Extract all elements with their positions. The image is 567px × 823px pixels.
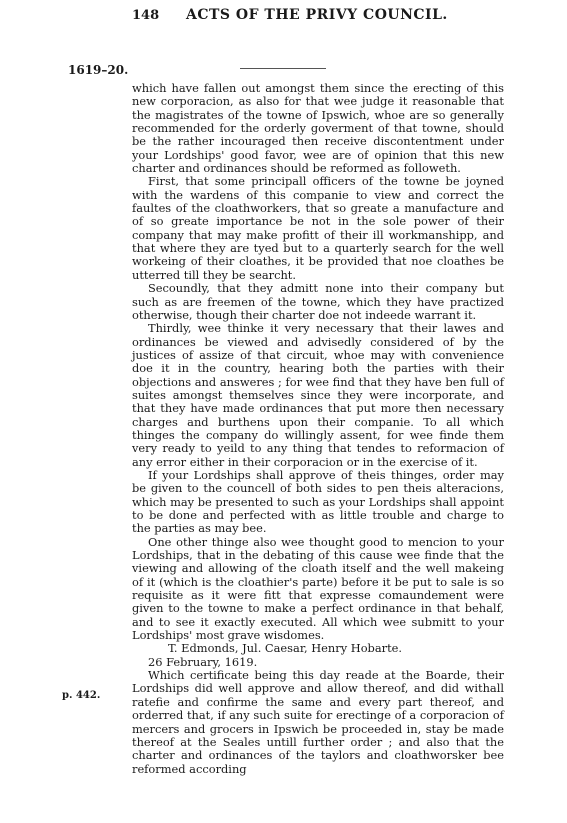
running-title: ACTS OF THE PRIVY COUNCIL. xyxy=(186,7,448,23)
paragraph-secoundly: Secoundly, that they admitt none into their company but such as are freemen of the towne, which they have practized otherwise, though their charter doe not indeede warrant it. xyxy=(132,281,504,322)
paragraph-first: First, that some principall officers of the towne be joyned with the wardens of this companie to view and correct the faultes of the cloathworkers, that so greate a manufacture and of so greate importance be not in the sole power of their company that may make profitt of their ill workmanshipp, and that where they are tyed but to a quarterly search for the well workeing of their cloathes, it be provided that noe cloathes be utterred till they be searcht. xyxy=(132,174,504,282)
date-line: 26 February, 1619. xyxy=(148,654,258,669)
document-body xyxy=(132,82,504,776)
paragraph-thirdly: Thirdly, wee thinke it very necessary that their lawes and ordinances be viewed and advisedly considered of by the justices of assize of that circuit, whoe may with convenience doe it in the country, hearing both the parties with their objections and answeres ; for wee find that they have ben full of suites amongst themselves since they were incorporate, and that they have made ordinances that put more then necessary charges and burthens upon their companie. To all which thinges the company do willingly assent, for wee finde them very ready to yeild to any thing that tendes to reformacion of any error either in their corporacion or in the exercise of it. xyxy=(132,321,504,469)
paragraph-approval: If your Lordships shall approve of theis thinges, order may be given to the councell of both sides to pen theis alteracions, which may be presented to such as your Lordships shall appoint to be done and perfected with as little trouble and charge to the parties as may bee. xyxy=(132,467,504,536)
paragraph-other-thinge: One other thinge also wee thought good to mencion to your Lordships, that in the debating of this cause wee finde that the viewing and allowing of the cloath itself and the well makeing of it (which is the cloathier's parte) before it be put to sale is so requisite as it were fitt that expresse comaundement were given to the towne to make a perfect ordinance in that behalf, and to see it exactly executed. All which wee submitt to your Lordships' most grave wisdomes. xyxy=(132,534,504,643)
margin-page-reference: p. 442. xyxy=(62,690,101,701)
header-rule xyxy=(240,68,326,69)
margin-year: 1619–20. xyxy=(68,63,129,77)
page-number: 148 xyxy=(132,8,160,23)
paragraph-continuation: which have fallen out amongst them since the erecting of this new corporacion, as also for that wee judge it reasonable that the magistrates of the towne of Ipswich, whoe are so generally recommended for the orderly goverment of that towne, should be the rather incouraged then receive discontentment under your Lordships' good favor, wee are of opinion that this new charter and ordinances should be reformed as followeth. xyxy=(132,81,504,176)
paragraph-closing: Which certificate being this day reade at the Boarde, their Lordships did well approve and allow thereof, and did withall ratefie and confirme the same and every part thereof, and orderred that, if any such suite for erectinge of a corporacion of mercers and grocers in Ipswich be proceeded in, stay be made thereof at the Seales untill further order ; and also that the charter and ordinances of the taylors and cloathworsker bee reformed according xyxy=(132,668,504,776)
signatures: T. Edmonds, Jul. Caesar, Henry Hobarte. xyxy=(168,641,403,656)
